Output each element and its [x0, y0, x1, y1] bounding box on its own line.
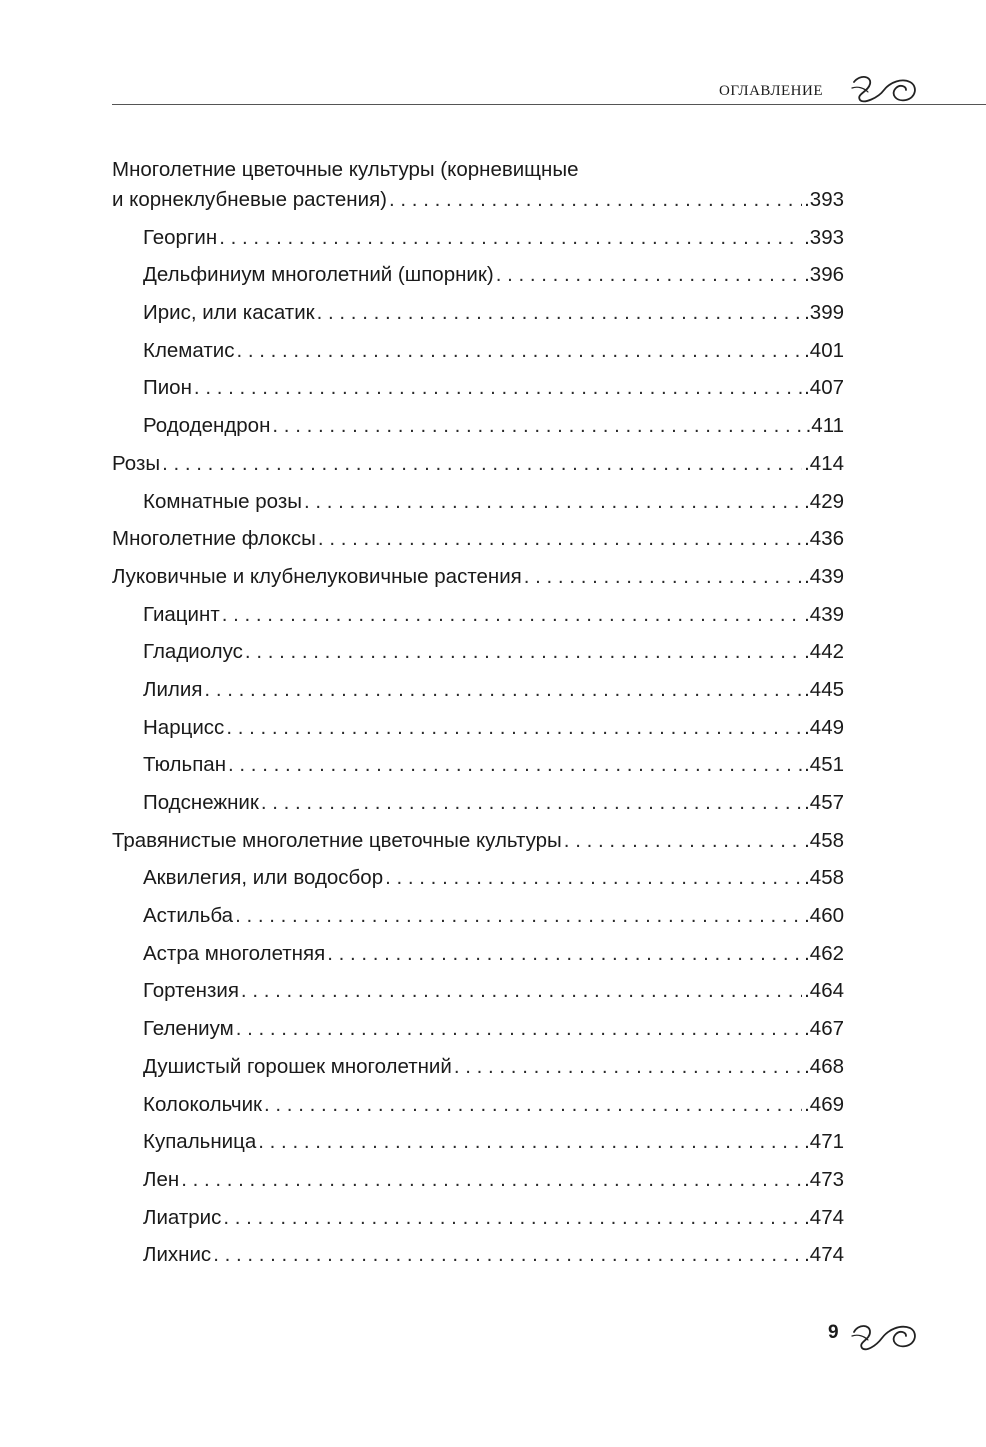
dot-leader	[213, 1241, 802, 1269]
toc-entry-page: .411	[805, 414, 844, 438]
toc-entry[interactable]	[112, 1166, 844, 1204]
toc-entry-title: Лихнис	[143, 1243, 212, 1267]
toc-entry-title: Лен	[143, 1167, 180, 1191]
toc-entry[interactable]	[112, 450, 844, 488]
toc-entry-title: Лиатрис	[143, 1205, 222, 1229]
dot-leader	[264, 1091, 802, 1119]
toc-entry-title: и корнеклубневые растения)	[112, 188, 388, 211]
toc-entry-page: .474	[804, 1243, 844, 1267]
toc-entry[interactable]	[112, 412, 844, 450]
dot-leader	[318, 525, 802, 553]
toc-entry[interactable]	[112, 864, 844, 902]
toc-entry-title: Лилия	[143, 677, 203, 701]
toc-entry-title: Ирис, или касатик	[143, 301, 315, 325]
running-header-title: ОГЛАВЛЕНИЕ	[719, 83, 823, 99]
toc-entry-title: Тюльпан	[143, 753, 227, 777]
toc-entry-title: Комнатные розы	[143, 489, 302, 513]
toc-entry-page: .467	[804, 1017, 844, 1041]
toc-entry-page: .401	[804, 338, 844, 362]
toc-entry-title: Купальница	[143, 1130, 257, 1154]
toc-entry[interactable]	[112, 563, 844, 601]
toc-entry[interactable]	[112, 1204, 844, 1242]
dot-leader	[226, 714, 802, 742]
toc-entry[interactable]	[112, 299, 844, 337]
toc-entry-page: .474	[804, 1205, 844, 1229]
toc-entry-page: .445	[804, 677, 844, 701]
dot-leader	[245, 638, 802, 666]
toc-entry[interactable]	[112, 261, 844, 299]
toc-entry[interactable]	[112, 827, 844, 865]
toc-entry[interactable]	[112, 1091, 844, 1129]
toc-entry-title: Колокольчик	[143, 1092, 263, 1116]
toc-entry-page: .473	[804, 1167, 844, 1191]
dot-leader	[162, 450, 802, 478]
toc-entry-page: .458	[804, 828, 844, 852]
toc-entry-page: .414	[804, 451, 844, 475]
toc-entry-page: .458	[804, 866, 844, 890]
toc-entry-page: .471	[804, 1130, 844, 1154]
toc-entry[interactable]	[112, 374, 844, 412]
dot-leader	[258, 1128, 802, 1156]
toc-entry[interactable]	[112, 902, 844, 940]
toc-entry-title: Дельфиниум многолетний (шпорник)	[143, 263, 494, 287]
toc-entry-page: .457	[804, 791, 844, 814]
toc-entry-title: Гелениум	[143, 1017, 234, 1041]
dot-leader	[219, 224, 802, 252]
toc-entry[interactable]	[112, 1128, 844, 1166]
dot-leader	[236, 1015, 802, 1043]
dot-leader	[304, 488, 802, 516]
toc-entry[interactable]	[112, 525, 844, 563]
toc-entry-title: Георгин	[143, 225, 218, 249]
toc-entry-title: Клематис	[143, 338, 235, 362]
toc-entry-page: .462	[804, 941, 844, 965]
dot-leader	[385, 864, 802, 892]
toc-entry[interactable]	[112, 224, 844, 262]
toc-entry-page: .442	[804, 640, 844, 664]
toc-entry[interactable]	[112, 714, 844, 752]
toc-entry[interactable]	[112, 638, 844, 676]
dot-leader	[194, 374, 802, 402]
toc-entry[interactable]	[112, 488, 844, 526]
toc-entry[interactable]	[112, 676, 844, 714]
dot-leader	[524, 563, 802, 591]
toc-entry-page: .407	[804, 376, 844, 400]
toc-entry-page: .439	[804, 564, 844, 588]
dot-leader	[204, 676, 802, 704]
toc-entry-title: Рододендрон	[143, 414, 271, 438]
toc-entry[interactable]	[112, 789, 844, 827]
dot-leader	[272, 412, 803, 440]
dot-leader	[222, 601, 802, 629]
toc-entry-title: Розы	[112, 451, 161, 475]
toc-entry-page: .451	[804, 753, 844, 777]
toc-entry-title: Луковичные и клубнелуковичные растения	[112, 564, 522, 588]
toc-entry-title: Душистый горошек многолетний	[143, 1054, 452, 1078]
toc-entry-title: Подснежник	[143, 791, 259, 814]
toc-entry-title: Астильба	[143, 904, 234, 928]
toc-entry-title: Аквилегия, или водосбор	[143, 866, 384, 890]
flourish-icon	[850, 1318, 920, 1352]
toc-entry[interactable]	[112, 977, 844, 1015]
toc-entry-page: .469	[804, 1092, 844, 1116]
toc-entry[interactable]	[112, 1241, 844, 1279]
toc-entry-page: .429	[804, 489, 844, 513]
dot-leader	[235, 902, 802, 930]
toc-entry-page: .436	[804, 527, 844, 551]
dot-leader	[241, 977, 802, 1005]
toc-entry-title: Многолетние флоксы	[112, 527, 316, 551]
toc-entry-title: Травянистые многолетние цветочные культуры	[112, 828, 562, 852]
toc-entry-title-line: Многолетние цветочные культуры (корневищные	[112, 158, 579, 181]
toc-entry-page: .468	[804, 1054, 844, 1078]
toc-entry-title: Гортензия	[143, 979, 239, 1003]
toc-entry-title: Астра многолетняя	[143, 941, 326, 965]
dot-leader	[317, 299, 802, 327]
toc-entry-title: Нарцисс	[143, 715, 225, 739]
dot-leader	[228, 751, 802, 779]
toc-entry[interactable]	[112, 337, 844, 375]
toc-entry-page: .393	[804, 188, 844, 211]
page-number: 9	[828, 1322, 839, 1343]
dot-leader	[564, 827, 802, 855]
dot-leader	[223, 1204, 802, 1232]
toc-entry-page: .439	[804, 602, 844, 626]
toc-entry[interactable]	[112, 940, 844, 978]
toc-entry[interactable]	[112, 601, 844, 639]
toc-entry-title: Пион	[143, 376, 192, 400]
toc-entry-title: Гладиолус	[143, 640, 243, 664]
toc-entry-page: .393	[804, 225, 844, 249]
dot-leader	[261, 789, 802, 817]
dot-leader	[389, 186, 802, 214]
dot-leader	[181, 1166, 802, 1194]
toc-entry[interactable]	[112, 751, 844, 789]
toc-entry-page: .399	[804, 301, 844, 325]
dot-leader	[327, 940, 802, 968]
toc-entry-page: .396	[804, 263, 844, 287]
dot-leader	[236, 337, 802, 365]
table-of-contents	[112, 156, 844, 1279]
toc-entry[interactable]	[112, 186, 844, 224]
toc-entry-page: .464	[804, 979, 844, 1003]
toc-entry-title: Гиацинт	[143, 602, 220, 626]
dot-leader	[454, 1053, 802, 1081]
flourish-icon	[850, 72, 920, 106]
toc-entry[interactable]	[112, 1015, 844, 1053]
toc-entry[interactable]	[112, 1053, 844, 1091]
toc-entry-page: .449	[804, 715, 844, 739]
dot-leader	[496, 261, 802, 289]
toc-entries	[112, 224, 844, 1279]
toc-entry-page: .460	[804, 904, 844, 928]
